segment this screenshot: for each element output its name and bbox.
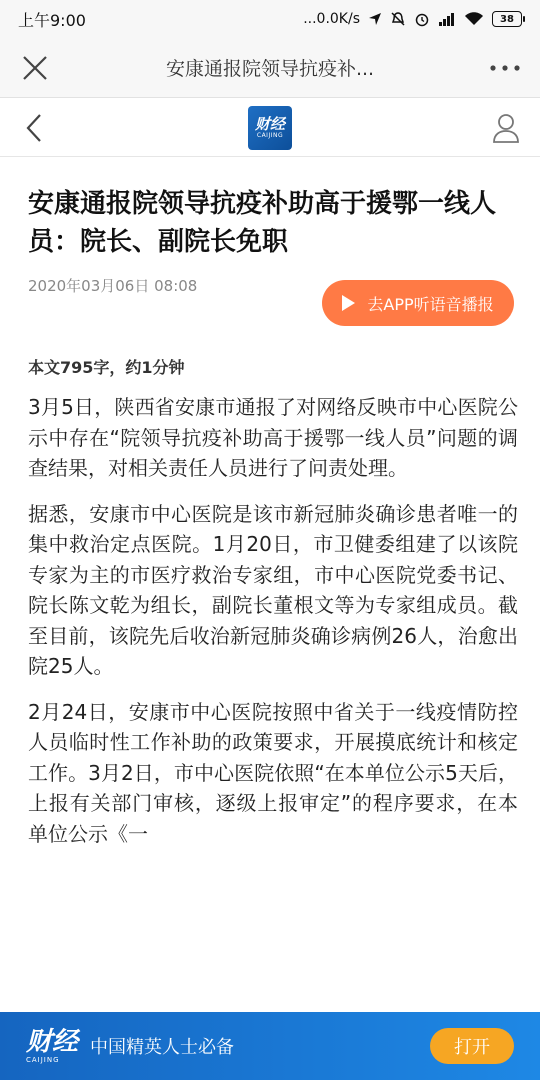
- article-headline: 安康通报院领导抗疫补助高于援鄂一线人员：院长、副院长免职: [28, 189, 497, 257]
- article-paragraph: 3月5日，陕西省安康市通报了对网络反映市中心医院公示中存在“院领导抗疫补助高于援鄂一线人员”问题的调查结果，对相关责任人员进行了问责处理。: [28, 395, 518, 480]
- listen-in-app-button[interactable]: [322, 280, 514, 326]
- app-header: [0, 99, 540, 157]
- status-bar: [0, 0, 540, 38]
- signal-icon: [438, 12, 456, 26]
- user-icon: [492, 113, 520, 143]
- article-paragraph: 2月24日，安康市中心医院按照中省关于一线疫情防控人员临时性工作补助的政策要求，开展摸底统计和核定工作。3月2日，市中心医院依照“在本单位公示5天后，上报有关部门审核，逐级上报审定”的程序要求，在本单位公示《一: [28, 699, 518, 846]
- article-paragraph: 据悉，安康市中心医院是该市新冠肺炎确诊患者唯一的集中救治定点医院。1月20日，市卫健委组建了以该院专家为主的市医疗救治专家组，市中心医院党委书记、院长陈文乾为组长，副院长董根文等为专家组成员。截至目前，该院先后收治新冠肺炎确诊病例26人，治愈出院25人。: [28, 501, 518, 678]
- more-icon: [489, 64, 521, 72]
- banner-logo-subtext: CAIJING: [26, 1056, 60, 1064]
- location-icon: [368, 12, 382, 26]
- banner-slogan: 中国精英人士必备: [90, 1037, 235, 1058]
- network-speed: ...0.0K/s: [303, 11, 360, 27]
- play-icon: [342, 295, 355, 311]
- banner-logo-text: 财经: [26, 1027, 79, 1057]
- battery-icon: 38: [492, 11, 522, 27]
- app-download-banner[interactable]: [0, 1012, 540, 1080]
- caijing-logo[interactable]: [248, 106, 292, 150]
- banner-logo: [26, 1028, 78, 1064]
- status-icons: [303, 11, 522, 27]
- article-meta: [28, 271, 518, 319]
- close-icon: [21, 54, 49, 82]
- open-app-button[interactable]: 打开: [430, 1028, 514, 1064]
- article: [28, 157, 518, 849]
- word-count: 本文795字，约1分钟: [28, 358, 185, 377]
- logo-text: 财经: [254, 114, 285, 133]
- mute-icon: [390, 11, 406, 27]
- publish-date: 2020年03月06日 08:08: [28, 277, 198, 295]
- listen-button-label: 去APP听语音播报: [367, 294, 494, 314]
- browser-title-bar: [0, 38, 540, 98]
- back-button[interactable]: [14, 103, 54, 153]
- chevron-left-icon: [25, 113, 43, 143]
- browser-page-title: 安康通报院领导抗疫补...: [165, 58, 375, 80]
- wifi-icon: [464, 12, 484, 26]
- alarm-icon: [414, 11, 430, 27]
- logo-subtext: CAIJING: [256, 131, 284, 139]
- status-time: 上午9:00: [18, 10, 86, 30]
- close-button[interactable]: [0, 38, 70, 98]
- more-options-button[interactable]: [470, 38, 540, 98]
- user-button[interactable]: [486, 103, 526, 153]
